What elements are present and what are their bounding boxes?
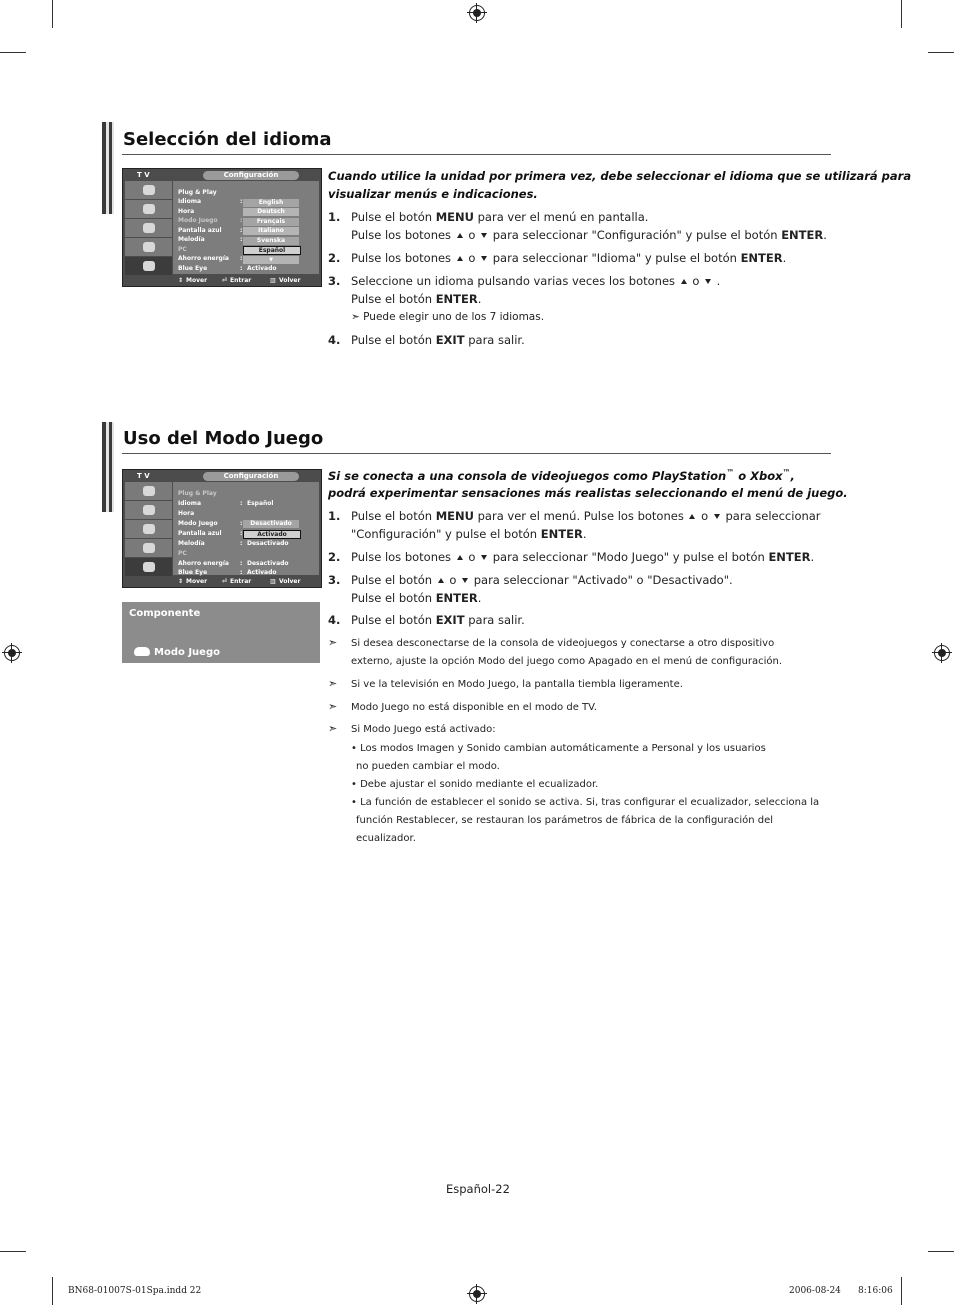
osd-row: Melodía : Desactivado: [178, 540, 289, 547]
sound-icon: [125, 501, 172, 519]
note-arrow-icon: ➣: [328, 677, 338, 690]
chevron-down-icon: ▼: [243, 256, 299, 264]
crop-mark: [901, 1277, 902, 1305]
note-text: externo, ajuste la opción Modo del juego como Apagado en el menú de configuración.: [351, 656, 783, 667]
section-marker: [102, 422, 114, 512]
crop-mark: [0, 1251, 26, 1252]
step-text: Seleccione un idioma pulsando varias veces los botones o .: [351, 274, 721, 288]
osd-row: Modo Juego :: [178, 520, 243, 527]
step-number: 1.: [328, 509, 341, 523]
osd-row: Blue Eye : Activado: [178, 265, 277, 272]
osd-header: Configuración: [203, 472, 299, 481]
osd-menu-modo-juego: [122, 469, 322, 588]
osd-row: Blue Eye : Activado: [178, 569, 277, 576]
intro-text: visualizar menús e indicaciones.: [328, 187, 538, 201]
step-number: 4.: [328, 613, 341, 627]
step-text: Pulse el botón o para seleccionar "Activado" o "Desactivado".: [351, 573, 733, 587]
intro-text: Si se conecta a una consola de videojuegos como PlayStation™ o Xbox™,: [328, 468, 795, 483]
osd-option: Français: [243, 218, 299, 226]
osd-option: Italiano: [243, 227, 299, 235]
enter-icon: ⏎: [222, 277, 228, 284]
down-arrow-icon: [481, 233, 487, 238]
note-arrow-icon: ➣: [328, 636, 338, 649]
bullet-text: • Debe ajustar el sonido mediante el ecualizador.: [351, 779, 599, 790]
crop-mark: [928, 52, 954, 53]
bullet-text: ecualizador.: [356, 833, 416, 844]
note-text: Si Modo Juego está activado:: [351, 724, 496, 735]
step-text: Pulse los botones o para seleccionar "Configuración" y pulse el botón ENTER.: [351, 228, 827, 242]
osd-row: Pantalla azul :: [178, 530, 243, 537]
osd-option-selected: Español: [243, 246, 301, 255]
step-number: 4.: [328, 333, 341, 347]
step-number: 3.: [328, 274, 341, 288]
osd-panel: [173, 181, 319, 274]
osd-row: Idioma : Español: [178, 500, 274, 507]
enter-icon: ⏎: [222, 578, 228, 585]
up-arrow-icon: [457, 555, 463, 560]
osd-menu-idioma: [122, 168, 322, 287]
sound-icon: [125, 200, 172, 218]
down-arrow-icon: [481, 555, 487, 560]
osd-panel: [173, 482, 319, 575]
note-text: Modo Juego no está disponible en el modo de TV.: [351, 702, 597, 713]
registration-mark-icon: [4, 645, 20, 661]
section-marker: [102, 122, 114, 214]
osd-row: Pantalla azul :: [178, 227, 243, 234]
up-arrow-icon: [457, 256, 463, 261]
gear-icon: [125, 257, 172, 275]
slug-date: 2006-08-24: [789, 1286, 841, 1296]
osd-row: Idioma :: [178, 198, 243, 205]
note-text: Si desea desconectarse de la consola de videojuegos y conectarse a otro dispositivo: [351, 638, 775, 649]
slug-file: BN68-01007S-01Spa.indd 22: [68, 1286, 202, 1296]
osd-row: Melodía :: [178, 236, 243, 243]
step-number: 1.: [328, 210, 341, 224]
bullet-text: no pueden cambiar el modo.: [356, 761, 500, 772]
gamepad-icon: [134, 647, 150, 656]
up-arrow-icon: [457, 233, 463, 238]
section-rule: [122, 154, 831, 155]
osd-row: Hora: [178, 208, 195, 215]
osd-icon-column: [125, 181, 172, 274]
step-text: Pulse el botón ENTER.: [351, 591, 482, 605]
down-arrow-icon: [705, 279, 711, 284]
crop-mark: [52, 1277, 53, 1305]
step-text: Pulse el botón ENTER.: [351, 292, 482, 306]
registration-mark-icon: [469, 5, 485, 21]
component-banner: [122, 602, 320, 663]
step-number: 3.: [328, 573, 341, 587]
step-number: 2.: [328, 550, 341, 564]
registration-mark-icon: [469, 1286, 485, 1302]
step-text: Pulse los botones o para seleccionar "Idioma" y pulse el botón ENTER.: [351, 251, 787, 265]
crop-mark: [928, 1251, 954, 1252]
osd-tv-label: T V: [137, 171, 150, 179]
step-text: "Configuración" y pulse el botón ENTER.: [351, 527, 587, 541]
osd-header: Configuración: [203, 171, 299, 180]
section-rule: [122, 453, 831, 454]
osd-row: Ahorro energía : Desactivado: [178, 560, 289, 567]
return-icon: ▥: [270, 277, 276, 284]
picture-icon: [125, 482, 172, 500]
setup-icon: [125, 238, 172, 256]
intro-text: Cuando utilice la unidad por primera vez, debe seleccionar el idioma que se utilizará para: [328, 169, 912, 183]
step-text: Pulse el botón EXIT para salir.: [351, 613, 525, 627]
osd-row: PC: [178, 550, 187, 557]
page-number: Español-22: [446, 1182, 510, 1196]
down-arrow-icon: [714, 514, 720, 519]
section-title-modo-juego: Uso del Modo Juego: [123, 428, 324, 449]
up-arrow-icon: [438, 578, 444, 583]
note-text: Si ve la televisión en Modo Juego, la pantalla tiembla ligeramente.: [351, 679, 683, 690]
component-mode: Modo Juego: [134, 647, 220, 658]
up-arrow-icon: [689, 514, 695, 519]
osd-footer: ⇕ Mover ⏎ Entrar ▥ Volver: [173, 576, 319, 587]
osd-option: Deutsch: [243, 208, 299, 216]
updown-icon: ⇕: [178, 578, 184, 585]
slug-time: 8:16:06: [858, 1286, 893, 1296]
section-title-idioma: Selección del idioma: [123, 129, 332, 150]
down-arrow-icon: [481, 256, 487, 261]
step-text: Pulse los botones o para seleccionar "Modo Juego" y pulse el botón ENTER.: [351, 550, 815, 564]
osd-row: Plug & Play: [178, 490, 217, 497]
note-arrow-icon: ➣: [351, 311, 364, 323]
osd-option: English: [243, 199, 299, 207]
osd-tv-label: T V: [137, 472, 150, 480]
up-arrow-icon: [681, 279, 687, 284]
picture-icon: [125, 181, 172, 199]
note-arrow-icon: ➣: [328, 700, 338, 713]
crop-mark: [52, 0, 53, 28]
channel-icon: [125, 219, 172, 237]
step-text: Pulse el botón EXIT para salir.: [351, 333, 525, 347]
intro-text: podrá experimentar sensaciones más realistas seleccionando el menú de juego.: [328, 486, 848, 500]
step-note: ➣ Puede elegir uno de los 7 idiomas.: [351, 311, 545, 323]
bullet-text: • La función de establecer el sonido se activa. Si, tras configurar el ecualizador, selecciona la: [351, 797, 820, 808]
step-text: Pulse el botón MENU para ver el menú. Pulse los botones o para seleccionar: [351, 509, 821, 523]
down-arrow-icon: [462, 578, 468, 583]
step-number: 2.: [328, 251, 341, 265]
channel-icon: [125, 520, 172, 538]
osd-footer: ⇕ Mover ⏎ Entrar ▥ Volver: [173, 275, 319, 286]
osd-row: Ahorro energía :: [178, 255, 243, 262]
osd-option: Desactivado: [243, 520, 299, 528]
osd-row: Plug & Play: [178, 189, 217, 196]
setup-icon: [125, 539, 172, 557]
component-title: Componente: [129, 608, 201, 619]
registration-mark-icon: [934, 645, 950, 661]
osd-row: Modo Juego :: [178, 217, 243, 224]
updown-icon: ⇕: [178, 277, 184, 284]
return-icon: ▥: [270, 578, 276, 585]
crop-mark: [0, 52, 26, 53]
osd-option: Svenska: [243, 237, 299, 245]
osd-row: Hora: [178, 510, 195, 517]
gear-icon: [125, 558, 172, 576]
bullet-text: función Restablecer, se restauran los parámetros de fábrica de la configuración del: [356, 815, 774, 826]
note-arrow-icon: ➣: [328, 722, 338, 735]
bullet-text: • Los modos Imagen y Sonido cambian automáticamente a Personal y los usuarios: [351, 743, 766, 754]
osd-row: PC: [178, 246, 187, 253]
crop-mark: [901, 0, 902, 28]
step-text: Pulse el botón MENU para ver el menú en pantalla.: [351, 210, 649, 224]
osd-icon-column: [125, 482, 172, 575]
osd-option-selected: Activado: [243, 530, 301, 539]
